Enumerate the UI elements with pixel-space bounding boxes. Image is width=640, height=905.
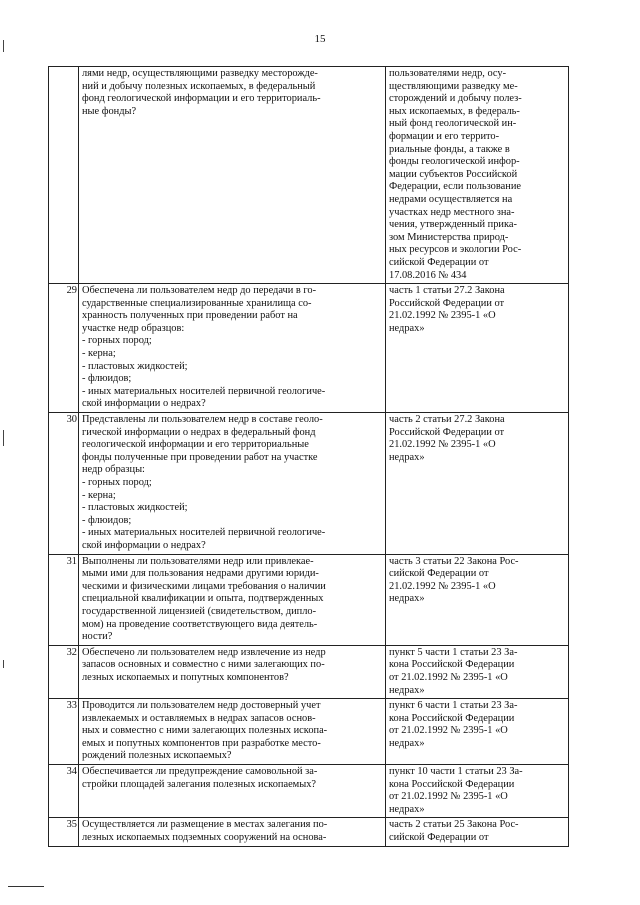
reference-line: часть 2 статьи 25 Закона Рос- [389, 819, 519, 831]
reference-line: от 21.02.1992 № 2395-1 «О [389, 671, 508, 683]
reference-line: от 21.02.1992 № 2395-1 «О [389, 791, 508, 803]
legal-reference [386, 284, 569, 413]
table-row [49, 554, 569, 645]
legal-reference [386, 67, 569, 284]
reference-line: ществляющими разведку ме- [389, 80, 518, 92]
page-number: 15 [314, 33, 326, 45]
requirement-question [79, 765, 386, 818]
reference-line: от 21.02.1992 № 2395-1 «О [389, 725, 508, 737]
question-line: Обеспечено ли пользователем недр извлечение из недр [82, 646, 326, 658]
scan-edge-mark-top [3, 40, 4, 52]
reference-line: сторождений и добычу полез- [389, 93, 522, 105]
requirements-table [48, 66, 569, 847]
question-line: извлекаемых и оставляемых в недрах запасов основ- [82, 712, 316, 724]
question-line: ческими и физическими лицами требования о наличии [82, 580, 326, 592]
question-line: участке недр образцов: [82, 322, 185, 334]
reference-line: часть 3 статьи 22 Закона Рос- [389, 555, 519, 567]
question-line: - иных материальных носителей первичной геологиче- [82, 527, 326, 539]
question-line: емых и попутных компонентов при разработке место- [82, 737, 321, 749]
requirement-question [79, 67, 386, 284]
question-line: Проводится ли пользователем недр достоверный учет [82, 700, 321, 712]
legal-reference [386, 645, 569, 698]
reference-line: фонды геологической инфор- [389, 156, 520, 168]
question-line: Обеспечивается ли предупреждение самовольной за- [82, 766, 318, 778]
reference-line: 21.02.1992 № 2395-1 «О [389, 580, 496, 592]
reference-line: сийской Федерации от [389, 256, 489, 268]
question-line: ные фонды? [82, 105, 137, 117]
table-row [49, 699, 569, 765]
row-number: 31 [49, 554, 79, 645]
row-number: 32 [49, 645, 79, 698]
reference-line: ных ресурсов и экологии Рос- [389, 244, 522, 256]
reference-line: 21.02.1992 № 2395-1 «О [389, 310, 496, 322]
question-line: лезных ископаемых и попутных компонентов? [82, 671, 289, 683]
reference-line: часть 1 статьи 27.2 Закона [389, 285, 505, 297]
question-line: лями недр, осуществляющими разведку месторожде- [82, 68, 318, 79]
row-number: 30 [49, 413, 79, 555]
question-line: Представлены ли пользователем недр в составе геоло- [82, 414, 323, 426]
reference-line: Российской Федерации от [389, 297, 505, 309]
question-line: - горных пород; [82, 477, 152, 488]
reference-line: кона Российской Федерации [389, 659, 515, 671]
reference-line: недрах» [389, 737, 425, 749]
table-row [49, 818, 569, 846]
reference-line: пункт 5 части 1 статьи 23 За- [389, 646, 518, 658]
scan-edge-mark-lower [3, 660, 4, 668]
question-line: ний и добычу полезных ископаемых, в федеральный [82, 80, 316, 92]
question-line: запасов основных и совместно с ними залегающих по- [82, 659, 325, 671]
question-line: фонды полученные при проведении работ на участке [82, 451, 318, 463]
reference-line: кона Российской Федерации [389, 778, 515, 790]
reference-line: пункт 10 части 1 статьи 23 За- [389, 766, 523, 778]
reference-line: часть 2 статьи 27.2 Закона [389, 414, 505, 426]
reference-line: Федерации, если пользование [389, 181, 521, 193]
question-line: специальной квалификации и опыта, подтвержденных [82, 593, 324, 605]
reference-line: мации субъектов Российской [389, 168, 518, 180]
reference-line: пункт 6 части 1 статьи 23 За- [389, 700, 518, 712]
reference-line: риальные фонды, а также в [389, 143, 510, 155]
question-line: лезных ископаемых подземных сооружений на основа- [82, 832, 327, 844]
scan-edge-mark-middle [3, 430, 4, 446]
question-line: Выполнены ли пользователями недр или привлекае- [82, 555, 314, 567]
question-line: - пластовых жидкостей; [82, 502, 188, 514]
table-row [49, 284, 569, 413]
question-line: гической информации о недрах в федеральный фонд [82, 426, 316, 438]
table-row [49, 765, 569, 818]
requirement-question [79, 554, 386, 645]
question-line: - пластовых жидкостей; [82, 360, 188, 372]
reference-line: чения, утвержденный прика- [389, 219, 517, 231]
reference-line: кона Российской Федерации [389, 712, 515, 724]
question-line: - иных материальных носителей первичной геологиче- [82, 385, 326, 397]
legal-reference [386, 818, 569, 846]
requirement-question [79, 413, 386, 555]
question-line: фонд геологической информации и его территориаль- [82, 93, 321, 105]
question-line: хранность полученных при проведении работ на [82, 310, 298, 322]
requirement-question [79, 699, 386, 765]
requirement-question [79, 818, 386, 846]
requirements-table-body [49, 67, 569, 847]
footer-rule [8, 886, 44, 887]
question-line: Осуществляется ли размещение в местах залегания по- [82, 819, 328, 831]
question-line: Обеспечена ли пользователем недр до передачи в го- [82, 285, 317, 297]
question-line: геологической информации и его территориальные [82, 439, 309, 451]
reference-line: ный фонд геологической ин- [389, 118, 517, 130]
question-line: стройки площадей залегания полезных ископаемых? [82, 778, 317, 790]
question-line: - флюидов; [82, 373, 132, 385]
reference-line: недрах» [389, 322, 425, 334]
legal-reference [386, 554, 569, 645]
reference-line: формации и его террито- [389, 130, 500, 142]
reference-line: сийской Федерации от [389, 832, 489, 844]
question-line: - керна; [82, 348, 116, 360]
question-line: рождений полезных ископаемых? [82, 750, 232, 762]
question-line: ных и совместно с ними залегающих полезных ископа- [82, 725, 328, 737]
requirement-question [79, 645, 386, 698]
reference-line: 17.08.2016 № 434 [389, 269, 467, 281]
question-line: государственной лицензией (свидетельством, дипло- [82, 605, 317, 617]
table-row [49, 645, 569, 698]
reference-line: недрах» [389, 684, 425, 696]
reference-line: 21.02.1992 № 2395-1 «О [389, 439, 496, 451]
reference-line: зом Министерства природ- [389, 231, 509, 243]
question-line: ской информации о недрах? [82, 539, 206, 551]
reference-line: ных ископаемых, в федераль- [389, 105, 520, 117]
question-line: ской информации о недрах? [82, 398, 206, 410]
reference-line: Российской Федерации от [389, 426, 505, 438]
table-row [49, 67, 569, 284]
question-line: - горных пород; [82, 335, 152, 347]
reference-line: недрах» [389, 451, 425, 463]
question-line: мыми ими для пользования недрами другими юриди- [82, 568, 319, 580]
reference-line: недрах» [389, 803, 425, 815]
reference-line: недрах» [389, 593, 425, 605]
question-line: недр образцы: [82, 464, 145, 476]
question-line: - керна; [82, 489, 116, 501]
row-number [49, 67, 79, 284]
legal-reference [386, 699, 569, 765]
legal-reference [386, 765, 569, 818]
question-line: - флюидов; [82, 514, 132, 526]
row-number: 35 [49, 818, 79, 846]
requirement-question [79, 284, 386, 413]
reference-line: пользователями недр, осу- [389, 68, 507, 79]
reference-line: недрами осуществляется на [389, 193, 513, 205]
row-number: 33 [49, 699, 79, 765]
question-line: мом) на проведение соответствующего вида деятель- [82, 618, 318, 630]
row-number: 29 [49, 284, 79, 413]
reference-line: участках недр местного зна- [389, 206, 515, 218]
row-number: 34 [49, 765, 79, 818]
reference-line: сийской Федерации от [389, 568, 489, 580]
question-line: сударственные специализированные хранилища со- [82, 297, 312, 309]
legal-reference [386, 413, 569, 555]
table-row [49, 413, 569, 555]
question-line: ности? [82, 631, 113, 643]
